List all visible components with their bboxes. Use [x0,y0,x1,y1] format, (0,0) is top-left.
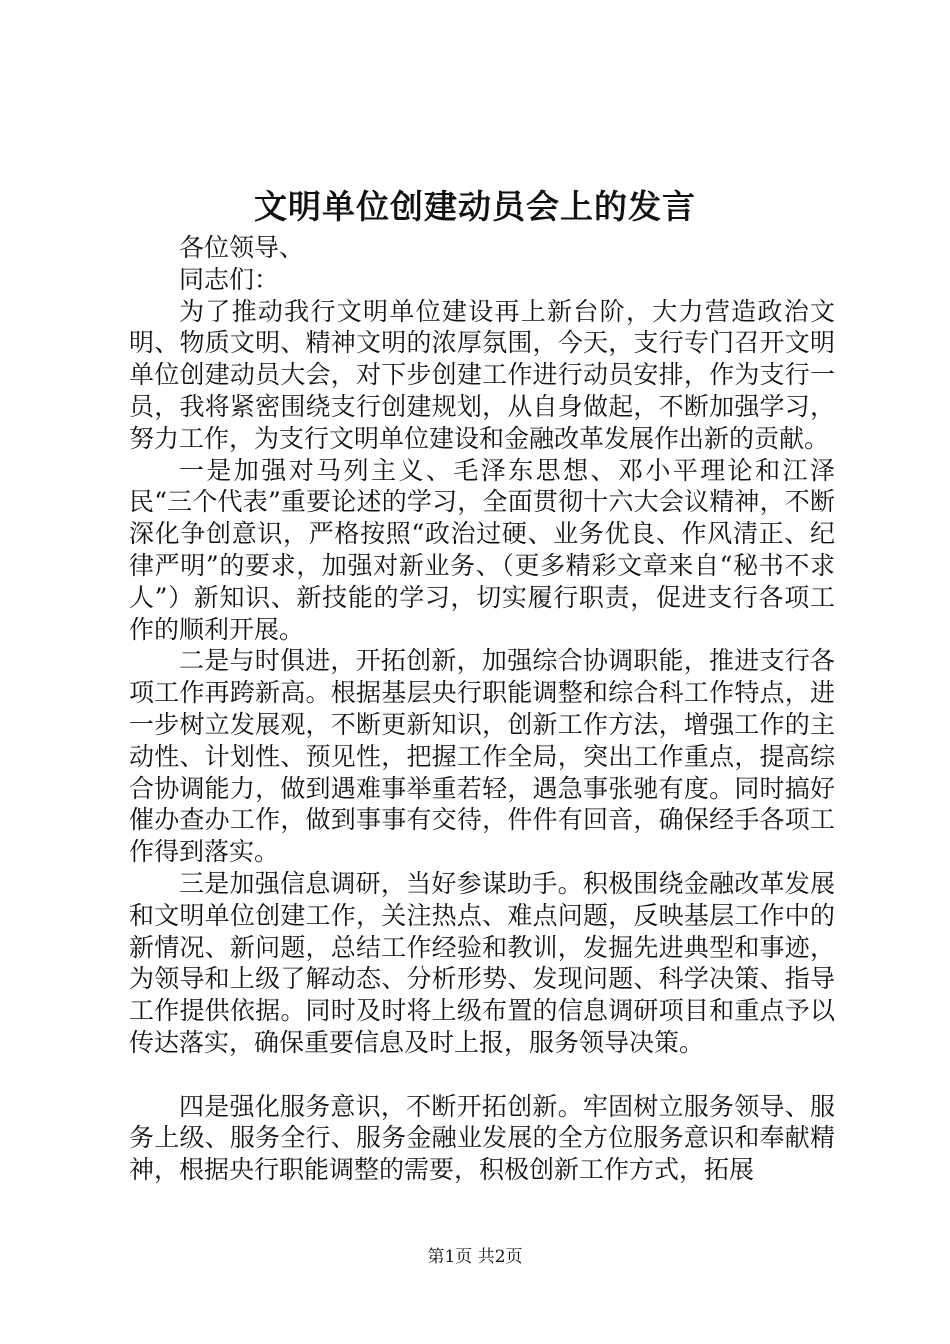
point-one-paragraph: 一是加强对马列主义、毛泽东思想、邓小平理论和江泽民“三个代表”重要论述的学习，全面贯彻十六大会议精神，不断深化争创意识，严格按照“政治过硬、业务优良、作风清正、纪律严明”的要求，加强对新业务、（更多精彩文章来自“秘书不求人”）新知识、新技能的学习，切实履行职责，促进支行各项工作的顺利开展。 [129,455,835,644]
point-two-paragraph: 二是与时俱进，开拓创新，加强综合协调职能，推进支行各项工作再跨新高。根据基层央行职能调整和综合科工作特点，进一步树立发展观，不断更新知识，创新工作方法，增强工作的主动性、计划性、预见性，把握工作全局，突出工作重点，提高综合协调能力，做到遇难事举重若轻，遇急事张驰有度。同时搞好催办查办工作，做到事事有交待，件件有回音，确保经手各项工作得到落实。 [129,646,835,867]
point-three-paragraph: 三是加强信息调研，当好参谋助手。积极围绕金融改革发展和文明单位创建工作，关注热点、难点问题，反映基层工作中的新情况、新问题，总结工作经验和教训，发掘先进典型和事迹，为领导和上级了解动态、分析形势、发现问题、科学决策、指导工作提供依据。同时及时将上级布置的信息调研项目和重点予以传达落实，确保重要信息及时上报，服务领导决策。 [129,868,835,1057]
point-four-paragraph: 四是强化服务意识，不断开拓创新。牢固树立服务领导、服务上级、服务全行、服务金融业发展的全方位服务意识和奉献精神，根据央行职能调整的需要，积极创新工作方式，拓展 [129,1091,835,1185]
document-body [129,232,835,1186]
page-indicator: 第1页 共2页 [427,1247,523,1267]
salutation-line-2: 同志们： [179,264,280,294]
document-title: 文明单位创建动员会上的发言 [254,187,696,226]
salutation-line-1: 各位领导、 [179,233,305,262]
intro-paragraph: 为了推动我行文明单位建设再上新台阶，大力营造政治文明、物质文明、精神文明的浓厚氛围，今天，支行专门召开文明单位创建动员大会，对下步创建工作进行动员安排，作为支行一员，我将紧密围绕支行创建规划，从自身做起，不断加强学习，努力工作，为支行文明单位建设和金融改革发展作出新的贡献。 [129,296,835,453]
